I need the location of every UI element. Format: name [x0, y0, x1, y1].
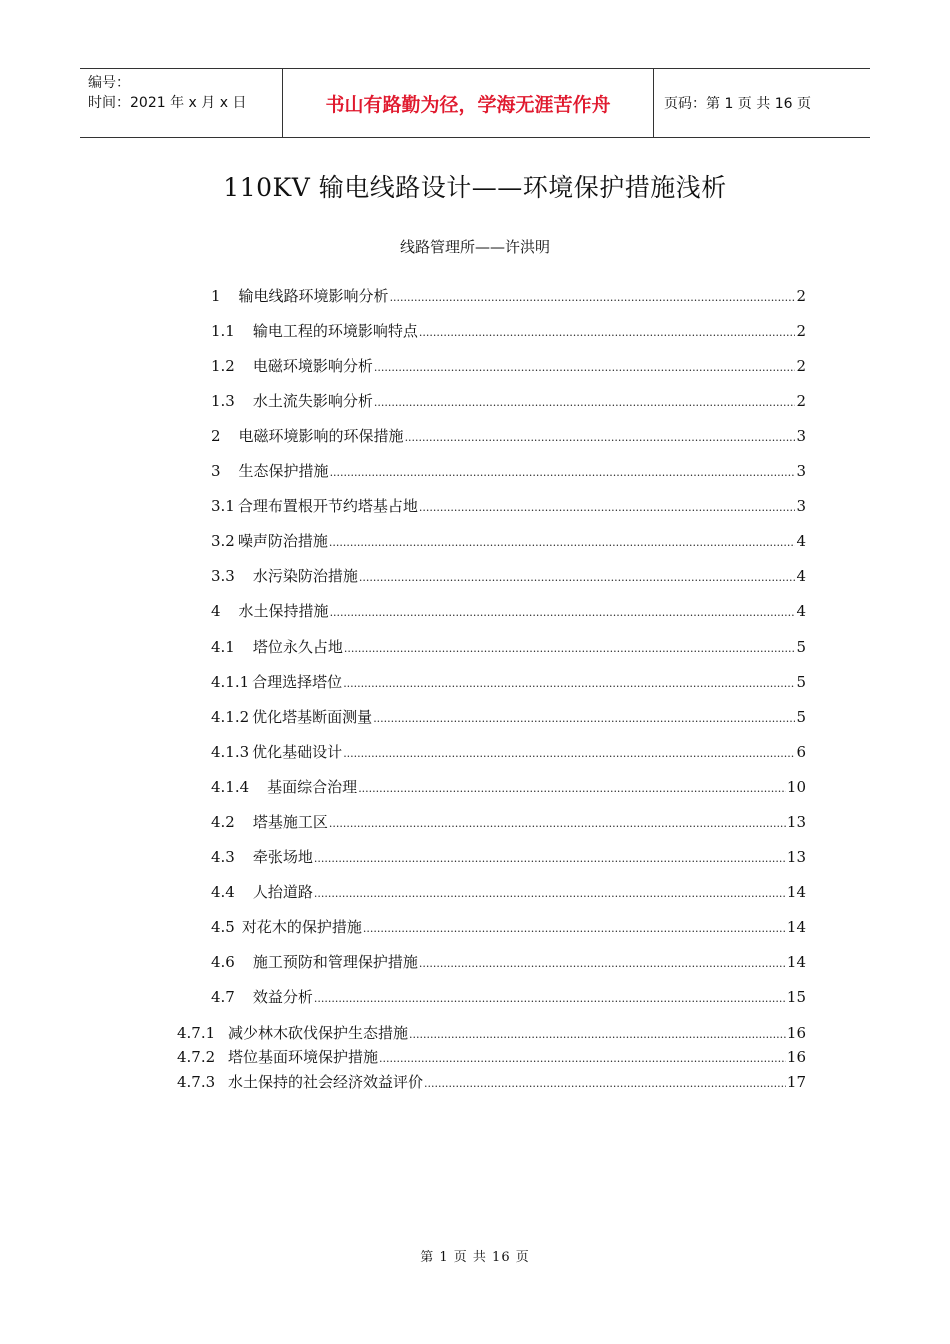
- toc-leader-dots: [424, 1073, 786, 1095]
- toc-leader-dots: [314, 848, 786, 870]
- toc-page-number: 5: [796, 638, 806, 656]
- toc-page-number: 4: [796, 567, 806, 585]
- page-header: [80, 68, 870, 138]
- toc-page-number: 2: [796, 322, 806, 340]
- toc-page-number: 5: [796, 673, 806, 691]
- toc-title: 输电线路环境影响分析: [238, 287, 389, 305]
- toc-entry[interactable]: [211, 671, 806, 693]
- toc-entry[interactable]: [211, 811, 806, 833]
- toc-entry[interactable]: [211, 951, 806, 973]
- toc-leader-dots: [374, 357, 796, 379]
- toc-number: 4.3: [211, 848, 235, 866]
- toc-entry[interactable]: [211, 495, 806, 517]
- toc-page-number: 14: [786, 918, 806, 936]
- toc-leader-dots: [390, 287, 796, 309]
- toc-page-number: 2: [796, 357, 806, 375]
- toc-entry[interactable]: [211, 530, 806, 552]
- toc-title: 塔位基面环境保护措施: [228, 1048, 379, 1066]
- toc-number: 4.7.1: [177, 1024, 216, 1042]
- toc-number: 4.1: [211, 638, 235, 656]
- toc-number: 4.5: [211, 918, 235, 936]
- time-label: 时间：2021 年 x 月 x 日: [88, 95, 247, 111]
- toc-title: 生态保护措施: [238, 462, 329, 480]
- toc-page-number: 10: [786, 778, 806, 796]
- toc-leader-dots: [419, 497, 796, 519]
- toc-entry[interactable]: [211, 285, 806, 307]
- toc-number: 3: [211, 462, 221, 480]
- toc-page-number: 14: [786, 953, 806, 971]
- toc-entry[interactable]: [211, 741, 806, 763]
- toc-entry[interactable]: [177, 1071, 806, 1093]
- header-motto: 书山有路勤为径，学海无涯苦作舟: [282, 69, 654, 137]
- toc-entry[interactable]: [211, 320, 806, 342]
- toc-entry[interactable]: [211, 706, 806, 728]
- toc-page-number: 2: [796, 392, 806, 410]
- toc-title: 人抬道路: [252, 883, 313, 901]
- toc-page-number: 4: [796, 602, 806, 620]
- toc-number: 3.2: [211, 532, 235, 550]
- toc-number: 4.1.4: [211, 778, 250, 796]
- toc-title: 塔基施工区: [252, 813, 328, 831]
- toc-number: 1.2: [211, 357, 235, 375]
- toc-title: 电磁环境影响分析: [252, 357, 373, 375]
- toc-title: 合理选择塔位: [252, 673, 343, 691]
- toc-number: 4.2: [211, 813, 235, 831]
- toc-leader-dots: [344, 638, 796, 660]
- toc-leader-dots: [379, 1048, 786, 1070]
- toc-page-number: 17: [786, 1073, 806, 1091]
- toc-number: 4.1.1: [211, 673, 250, 691]
- toc-leader-dots: [343, 673, 795, 695]
- toc-entry[interactable]: [211, 355, 806, 377]
- toc-number: 4.1.3: [211, 743, 250, 761]
- serial-label: 编号：: [88, 75, 130, 91]
- toc-entry[interactable]: [211, 916, 806, 938]
- header-page-info: 页码：第 1 页 共 16 页: [664, 96, 811, 112]
- toc-number: 2: [211, 427, 221, 445]
- toc-number: 4.1.2: [211, 708, 250, 726]
- toc-leader-dots: [343, 743, 795, 765]
- toc-page-number: 16: [786, 1048, 806, 1066]
- toc-entry[interactable]: [211, 460, 806, 482]
- toc-title: 施工预防和管理保护措施: [252, 953, 418, 971]
- toc-leader-dots: [419, 322, 796, 344]
- header-meta: [80, 69, 282, 137]
- toc-entry[interactable]: [211, 600, 806, 622]
- toc-title: 合理布置根开节约塔基占地: [237, 497, 418, 515]
- document-author: 线路管理所——许洪明: [399, 238, 550, 256]
- toc-page-number: 3: [796, 427, 806, 445]
- toc-leader-dots: [314, 883, 786, 905]
- toc-page-number: 6: [796, 743, 806, 761]
- toc-leader-dots: [374, 392, 796, 414]
- toc-number: 4.7.2: [177, 1048, 216, 1066]
- toc-leader-dots: [409, 1024, 786, 1046]
- toc-number: 1.1: [211, 322, 235, 340]
- toc-page-number: 3: [796, 497, 806, 515]
- toc-leader-dots: [419, 953, 786, 975]
- toc-title: 优化基础设计: [252, 743, 343, 761]
- toc-entry[interactable]: [211, 636, 806, 658]
- toc-entry[interactable]: [211, 425, 806, 447]
- toc-entry[interactable]: [211, 390, 806, 412]
- toc-leader-dots: [314, 988, 786, 1010]
- toc-title: 效益分析: [252, 988, 313, 1006]
- toc-title: 输电工程的环境影响特点: [252, 322, 418, 340]
- toc-title: 牵张场地: [252, 848, 313, 866]
- toc-number: 3.3: [211, 567, 235, 585]
- toc-number: 1: [211, 287, 221, 305]
- toc-title: 噪声防治措施: [237, 532, 328, 550]
- toc-number: 1.3: [211, 392, 235, 410]
- document-title: 110KV 输电线路设计——环境保护措施浅析: [223, 173, 727, 202]
- toc-title: 水污染防治措施: [252, 567, 358, 585]
- toc-number: 4: [211, 602, 221, 620]
- toc-leader-dots: [330, 602, 796, 624]
- toc-title: 水土保持措施: [238, 602, 329, 620]
- toc-number: 4.7.3: [177, 1073, 216, 1091]
- toc-number: 4.7: [211, 988, 235, 1006]
- toc-entry[interactable]: [211, 986, 806, 1008]
- toc-title: 水土保持的社会经济效益评价: [228, 1073, 424, 1091]
- toc-leader-dots: [329, 813, 786, 835]
- page-footer: 第 1 页 共 16 页: [420, 1250, 530, 1265]
- toc-title: 优化塔基断面测量: [252, 708, 373, 726]
- toc-page-number: 4: [796, 532, 806, 550]
- toc-title: 基面综合治理: [267, 778, 358, 796]
- toc-number: 3.1: [211, 497, 235, 515]
- toc-page-number: 2: [796, 287, 806, 305]
- toc-page-number: 15: [786, 988, 806, 1006]
- toc-title: 水土流失影响分析: [252, 392, 373, 410]
- toc-number: 4.4: [211, 883, 235, 901]
- toc-title: 电磁环境影响的环保措施: [238, 427, 404, 445]
- toc-title: 塔位永久占地: [252, 638, 343, 656]
- toc-entry[interactable]: [211, 565, 806, 587]
- toc-entry[interactable]: [211, 776, 806, 798]
- toc-entry[interactable]: [211, 881, 806, 903]
- toc-leader-dots: [358, 778, 786, 800]
- toc-entry[interactable]: [177, 1022, 806, 1044]
- toc-entry[interactable]: [177, 1046, 806, 1068]
- toc-page-number: 3: [796, 462, 806, 480]
- toc-leader-dots: [330, 462, 796, 484]
- toc-page-number: 13: [786, 813, 806, 831]
- toc-title: 减少林木砍伐保护生态措施: [228, 1024, 409, 1042]
- toc-page-number: 5: [796, 708, 806, 726]
- toc-leader-dots: [373, 708, 795, 730]
- toc-entry[interactable]: [211, 846, 806, 868]
- toc-number: 4.6: [211, 953, 235, 971]
- toc-leader-dots: [359, 567, 796, 589]
- toc-leader-dots: [363, 918, 786, 940]
- toc-page-number: 16: [786, 1024, 806, 1042]
- toc-title: 对花木的保护措施: [241, 918, 362, 936]
- toc-leader-dots: [405, 427, 796, 449]
- toc-page-number: 14: [786, 883, 806, 901]
- toc-page-number: 13: [786, 848, 806, 866]
- toc-leader-dots: [329, 532, 796, 554]
